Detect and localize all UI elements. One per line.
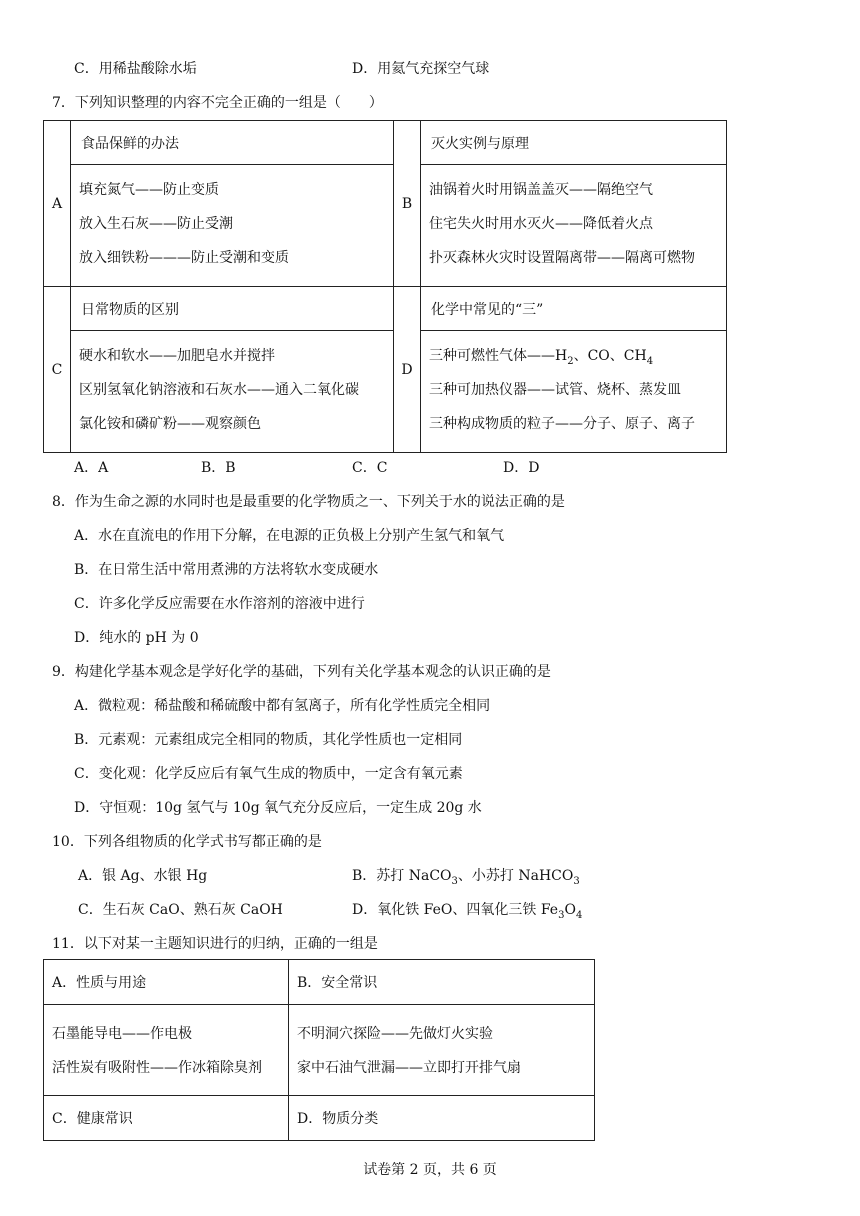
q7-cell-a-letter: A xyxy=(44,121,71,287)
q11-a-line-2: 活性炭有吸附性——作冰箱除臭剂 xyxy=(52,1060,262,1076)
q7-a-title: 食品保鲜的办法 xyxy=(71,121,393,165)
q11-d-title: D．物质分类 xyxy=(289,1096,595,1141)
q11-a-title: A．性质与用途 xyxy=(44,960,289,1005)
q7-cell-c xyxy=(71,287,394,453)
q11-a-body xyxy=(44,1005,289,1096)
q7-cell-d-letter: D xyxy=(394,287,421,453)
q10-option-b: B．苏打 NaCO$_3$、小苏打 NaHCO$_3$ xyxy=(352,868,580,887)
q10-option-c: C．生石灰 CaO、熟石灰 CaOH xyxy=(78,902,283,918)
q11-c-title: C．健康常识 xyxy=(44,1096,289,1141)
q9-option-b: B．元素观：元素组成完全相同的物质，其化学性质也一定相同 xyxy=(74,732,463,748)
q9-stem: 9．构建化学基本观念是学好化学的基础，下列有关化学基本观念的认识正确的是 xyxy=(52,664,551,680)
q7-d-line-3: 三种构成物质的粒子——分子、原子、离子 xyxy=(429,416,695,432)
q7-option-d: D．D xyxy=(503,460,540,476)
q11-b-line-2: 家中石油气泄漏——立即打开排气扇 xyxy=(297,1060,521,1076)
q7-a-line-1: 填充氮气——防止变质 xyxy=(79,182,219,198)
q7-cell-b-letter: B xyxy=(394,121,421,287)
q7-b-line-3: 扑灭森林火灾时设置隔离带——隔离可燃物 xyxy=(429,250,695,266)
q9-option-c: C．变化观：化学反应后有氧气生成的物质中，一定含有氧元素 xyxy=(74,766,463,782)
q6-option-c: C．用稀盐酸除水垢 xyxy=(74,61,197,77)
q8-option-d: D．纯水的 pH 为 0 xyxy=(74,630,199,646)
q7-a-line-2: 放入生石灰——防止受潮 xyxy=(79,216,233,232)
q7-d-line-1: 三种可燃性气体$——H_2$、CO、$CH_4$ xyxy=(429,348,654,367)
q11-stem: 11．以下对某一主题知识进行的归纳，正确的一组是 xyxy=(52,936,378,952)
q10-stem: 10．下列各组物质的化学式书写都正确的是 xyxy=(52,834,322,850)
q7-c-title: 日常物质的区别 xyxy=(71,287,393,331)
q11-table xyxy=(43,959,595,1141)
q7-option-c: C．C xyxy=(352,460,388,476)
q7-table xyxy=(43,120,727,453)
q7-c-line-3: 氯化铵和磷矿粉——观察颜色 xyxy=(79,416,261,432)
q7-c-line-1: 硬水和软水——加肥皂水并搅拌 xyxy=(79,348,275,364)
q8-option-c: C．许多化学反应需要在水作溶剂的溶液中进行 xyxy=(74,596,365,612)
q10-option-d: D．氧化铁 FeO、四氧化三铁 $Fe_3O_4$ xyxy=(352,902,583,921)
q10-option-a: A．银 Ag、水银 Hg xyxy=(78,868,208,884)
q7-cell-b xyxy=(421,121,727,287)
q8-option-b: B．在日常生活中常用煮沸的方法将软水变成硬水 xyxy=(74,562,379,578)
q11-b-body xyxy=(289,1005,595,1096)
q7-option-a: A．A xyxy=(74,460,109,476)
q7-stem: 7．下列知识整理的内容不完全正确的一组是（ ） xyxy=(52,95,383,111)
q7-c-line-2: 区别氢氧化钠溶液和石灰水——通入二氧化碳 xyxy=(79,382,359,398)
q8-option-a: A．水在直流电的作用下分解，在电源的正负极上分别产生氢气和氧气 xyxy=(74,528,505,544)
q8-stem: 8．作为生命之源的水同时也是最重要的化学物质之一、下列关于水的说法正确的是 xyxy=(52,494,565,510)
q7-b-line-1: 油锅着火时用锅盖盖灭——隔绝空气 xyxy=(429,182,653,198)
q7-b-title: 灭火实例与原理 xyxy=(421,121,726,165)
q7-cell-a xyxy=(71,121,394,287)
q7-d-title: 化学中常见的“三” xyxy=(421,287,726,331)
q7-a-line-3: 放入细铁粉———防止受潮和变质 xyxy=(79,250,289,266)
q7-option-b: B．B xyxy=(201,460,236,476)
q7-d-line-2: 三种可加热仪器——试管、烧杯、蒸发皿 xyxy=(429,382,681,398)
q7-b-line-2: 住宅失火时用水灭火——降低着火点 xyxy=(429,216,653,232)
q6-option-d: D．用氦气充探空气球 xyxy=(352,61,490,77)
q7-cell-d xyxy=(421,287,727,453)
q11-b-title: B．安全常识 xyxy=(289,960,595,1005)
q9-option-a: A．微粒观：稀盐酸和稀硫酸中都有氢离子，所有化学性质完全相同 xyxy=(74,698,491,714)
q9-option-d: D．守恒观：10g 氢气与 10g 氧气充分反应后，一定生成 20g 水 xyxy=(74,800,482,816)
q11-a-line-1: 石墨能导电——作电极 xyxy=(52,1026,192,1042)
q11-b-line-1: 不明洞穴探险——先做灯火实验 xyxy=(297,1026,493,1042)
q7-cell-c-letter: C xyxy=(44,287,71,453)
page-footer: 试卷第 2 页，共 6 页 xyxy=(363,1162,497,1178)
